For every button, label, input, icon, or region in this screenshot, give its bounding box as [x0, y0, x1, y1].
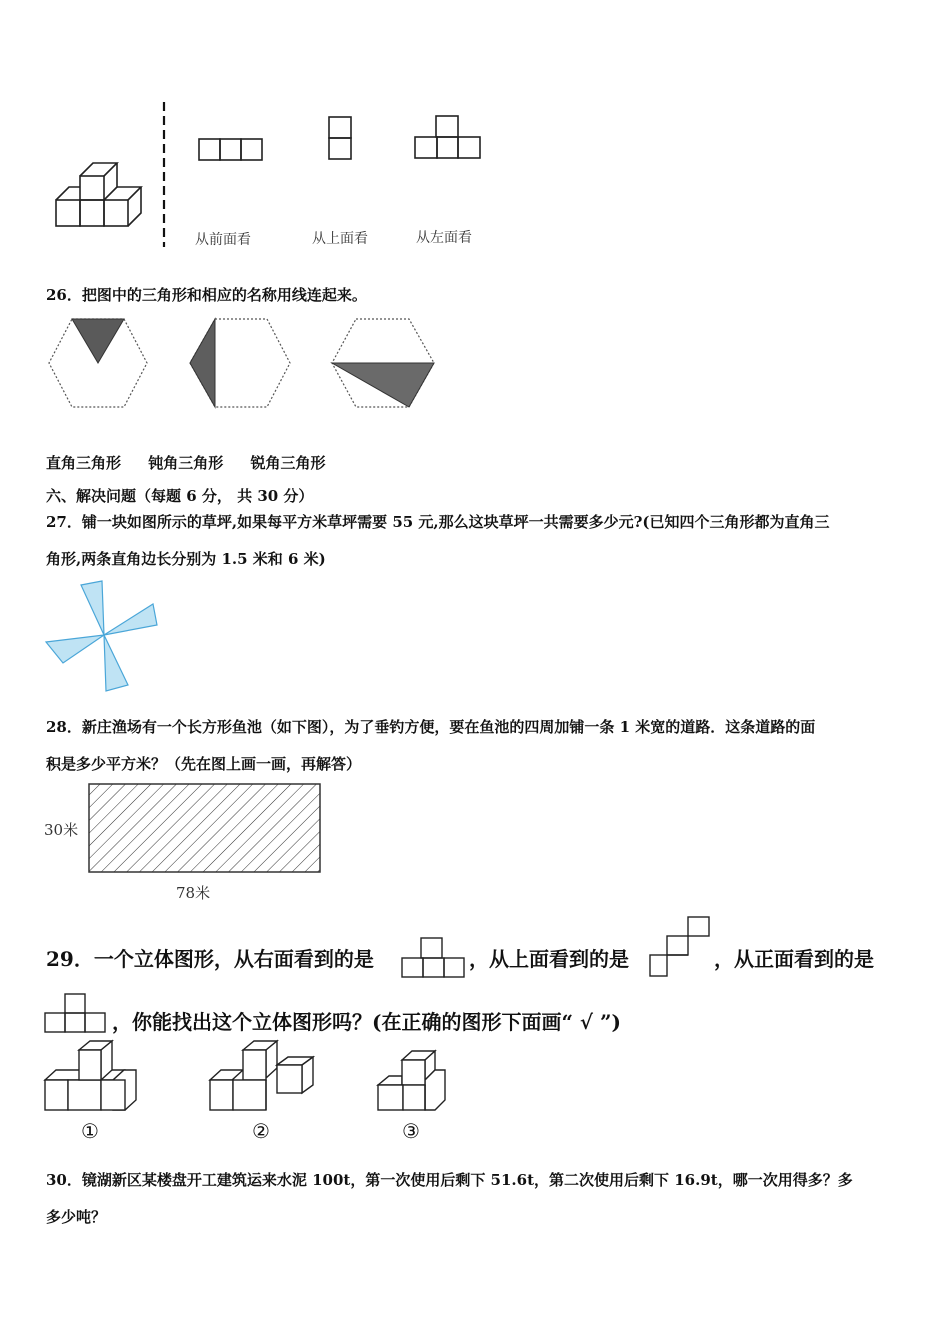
q29-right-view: [401, 937, 467, 979]
name-obtuse-triangle: 钝角三角形: [148, 454, 224, 472]
q30-line-2: 多少吨？: [46, 1208, 107, 1226]
q28-line-2: 积是多少平方米？（先在图上画一画，再解答）: [46, 755, 362, 773]
q28-length-label: 78米: [176, 884, 211, 902]
q28-fish-pond: [88, 783, 322, 874]
q25-top-view: [328, 116, 354, 162]
q29-option-2-solid: [209, 1040, 315, 1114]
q29-option-2-label[interactable]: ②: [252, 1119, 270, 1143]
q29-top-view: [648, 915, 712, 979]
q28-line-1: 28．新庄渔场有一个长方形鱼池（如下图），为了垂钓方便，要在鱼池的四周加铺一条 1 米宽的道路．这条道路的面: [46, 718, 816, 736]
q27-pinwheel-lawn: [44, 580, 160, 696]
q25-front-view: [198, 138, 266, 162]
q26-text: 26．把图中的三角形和相应的名称用线连起来。: [46, 286, 367, 304]
q26-hexagon-1: [48, 318, 148, 410]
q30-line-1: 30．镜湖新区某楼盘开工建筑运来水泥 100t，第一次使用后剩下 51.6t，第二次使用后剩下 16.9t，哪一次用得多？多: [46, 1171, 853, 1189]
q29-option-1-label[interactable]: ①: [81, 1119, 99, 1143]
q29-part-3: ，从正面看到的是: [714, 947, 874, 971]
q29-option-3-solid: [377, 1050, 449, 1114]
q26-triangle-names: [46, 452, 348, 473]
q29-front-view: [44, 993, 108, 1035]
q25-solid-figure: [50, 155, 150, 235]
q26-hexagon-2: [189, 318, 291, 410]
view-label-top: 从上面看: [312, 231, 368, 247]
q29-part-2: ，从上面看到的是: [469, 947, 629, 971]
q29-option-3-label[interactable]: ③: [402, 1119, 420, 1143]
view-label-front: 从前面看: [195, 232, 251, 248]
q29-part-1: 29．一个立体图形，从右面看到的是: [46, 947, 374, 971]
q27-line-1: 27．铺一块如图所示的草坪,如果每平方米草坪需要 55 元,那么这块草坪一共需要多少元?(已知四个三角形都为直角三: [46, 513, 830, 531]
q28-width-label: 30米: [44, 821, 79, 839]
q25-left-view: [414, 115, 484, 161]
q29-part-4: ，你能找出这个立体图形吗？(在正确的图形下面画“ √ ”): [112, 1010, 622, 1034]
name-right-triangle: 直角三角形: [46, 454, 122, 472]
q25-dashed-divider: [160, 102, 170, 252]
section-6-title: 六、解决问题（每题 6 分， 共 30 分）: [46, 487, 314, 505]
q29-option-1-solid: [44, 1040, 140, 1114]
q27-line-2: 角形,两条直角边长分别为 1.5 米和 6 米): [46, 550, 326, 568]
q26-hexagon-3: [331, 318, 435, 410]
view-label-left: 从左面看: [416, 230, 472, 246]
name-acute-triangle: 锐角三角形: [250, 454, 326, 472]
